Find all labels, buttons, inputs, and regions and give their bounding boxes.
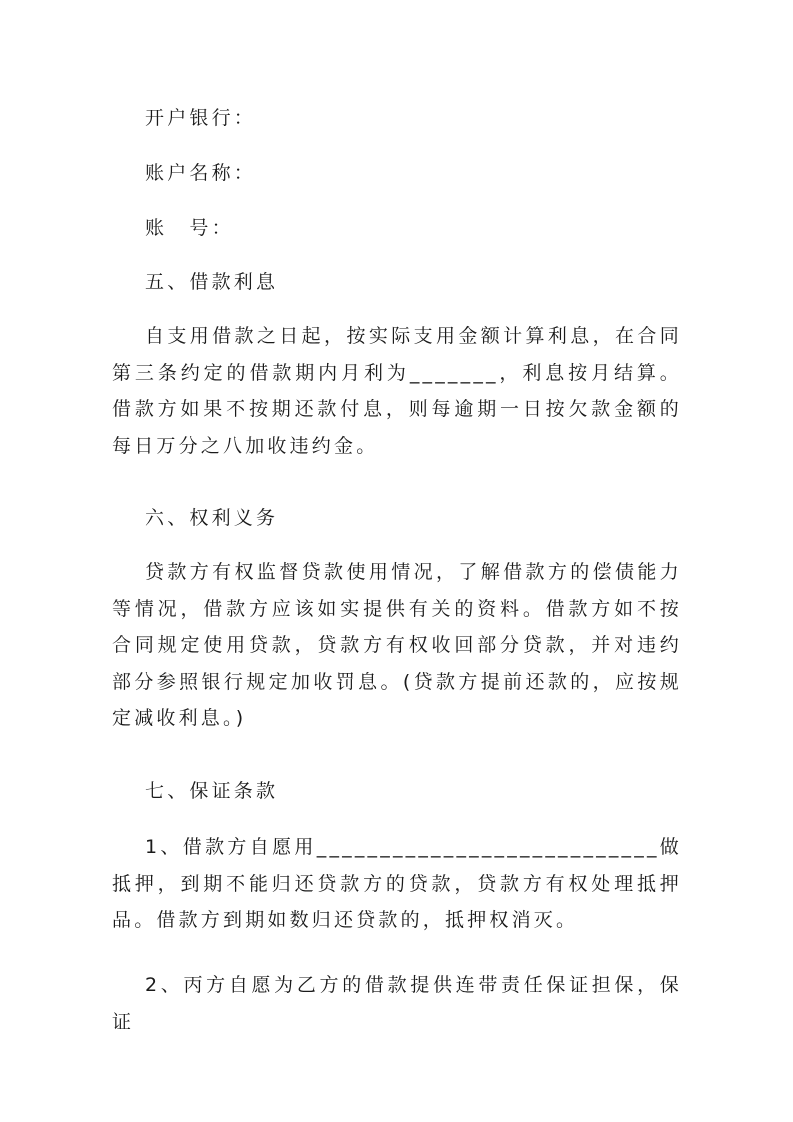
heading-interest: 五、借款利息 <box>145 271 279 293</box>
guarantee-clause-1: 1、借款方自愿用___________________________做抵押，到期不能归还贷款方的贷款，贷款方有权处理抵押品。借款方到期如数归还贷款的，抵押权消灭。 <box>112 836 682 931</box>
heading-guarantee: 七、保证条款 <box>145 780 279 802</box>
account-number-line: 账 号： <box>145 217 234 239</box>
account-name-line: 账户名称： <box>145 162 257 184</box>
rights-paragraph: 贷款方有权监督贷款使用情况，了解借款方的偿债能力等情况，借款方应该如实提供有关的资料。借款方如不按合同规定使用贷款，贷款方有权收回部分贷款，并对违约部分参照银行规定加收罚息。(贷款方提前还款的，应按规定减收利息。) <box>112 561 682 729</box>
bank-line: 开户银行： <box>145 107 257 129</box>
guarantee-clause-2: 2、丙方自愿为乙方的借款提供连带责任保证担保，保证 <box>112 974 682 1033</box>
heading-rights: 六、权利义务 <box>145 507 279 529</box>
interest-paragraph: 自支用借款之日起，按实际支用金额计算利息，在合同第三条约定的借款期内月利为_______，利息按月结算。借款方如果不按期还款付息，则每逾期一日按欠款金额的每日万分之八加收违约金。 <box>112 325 682 457</box>
